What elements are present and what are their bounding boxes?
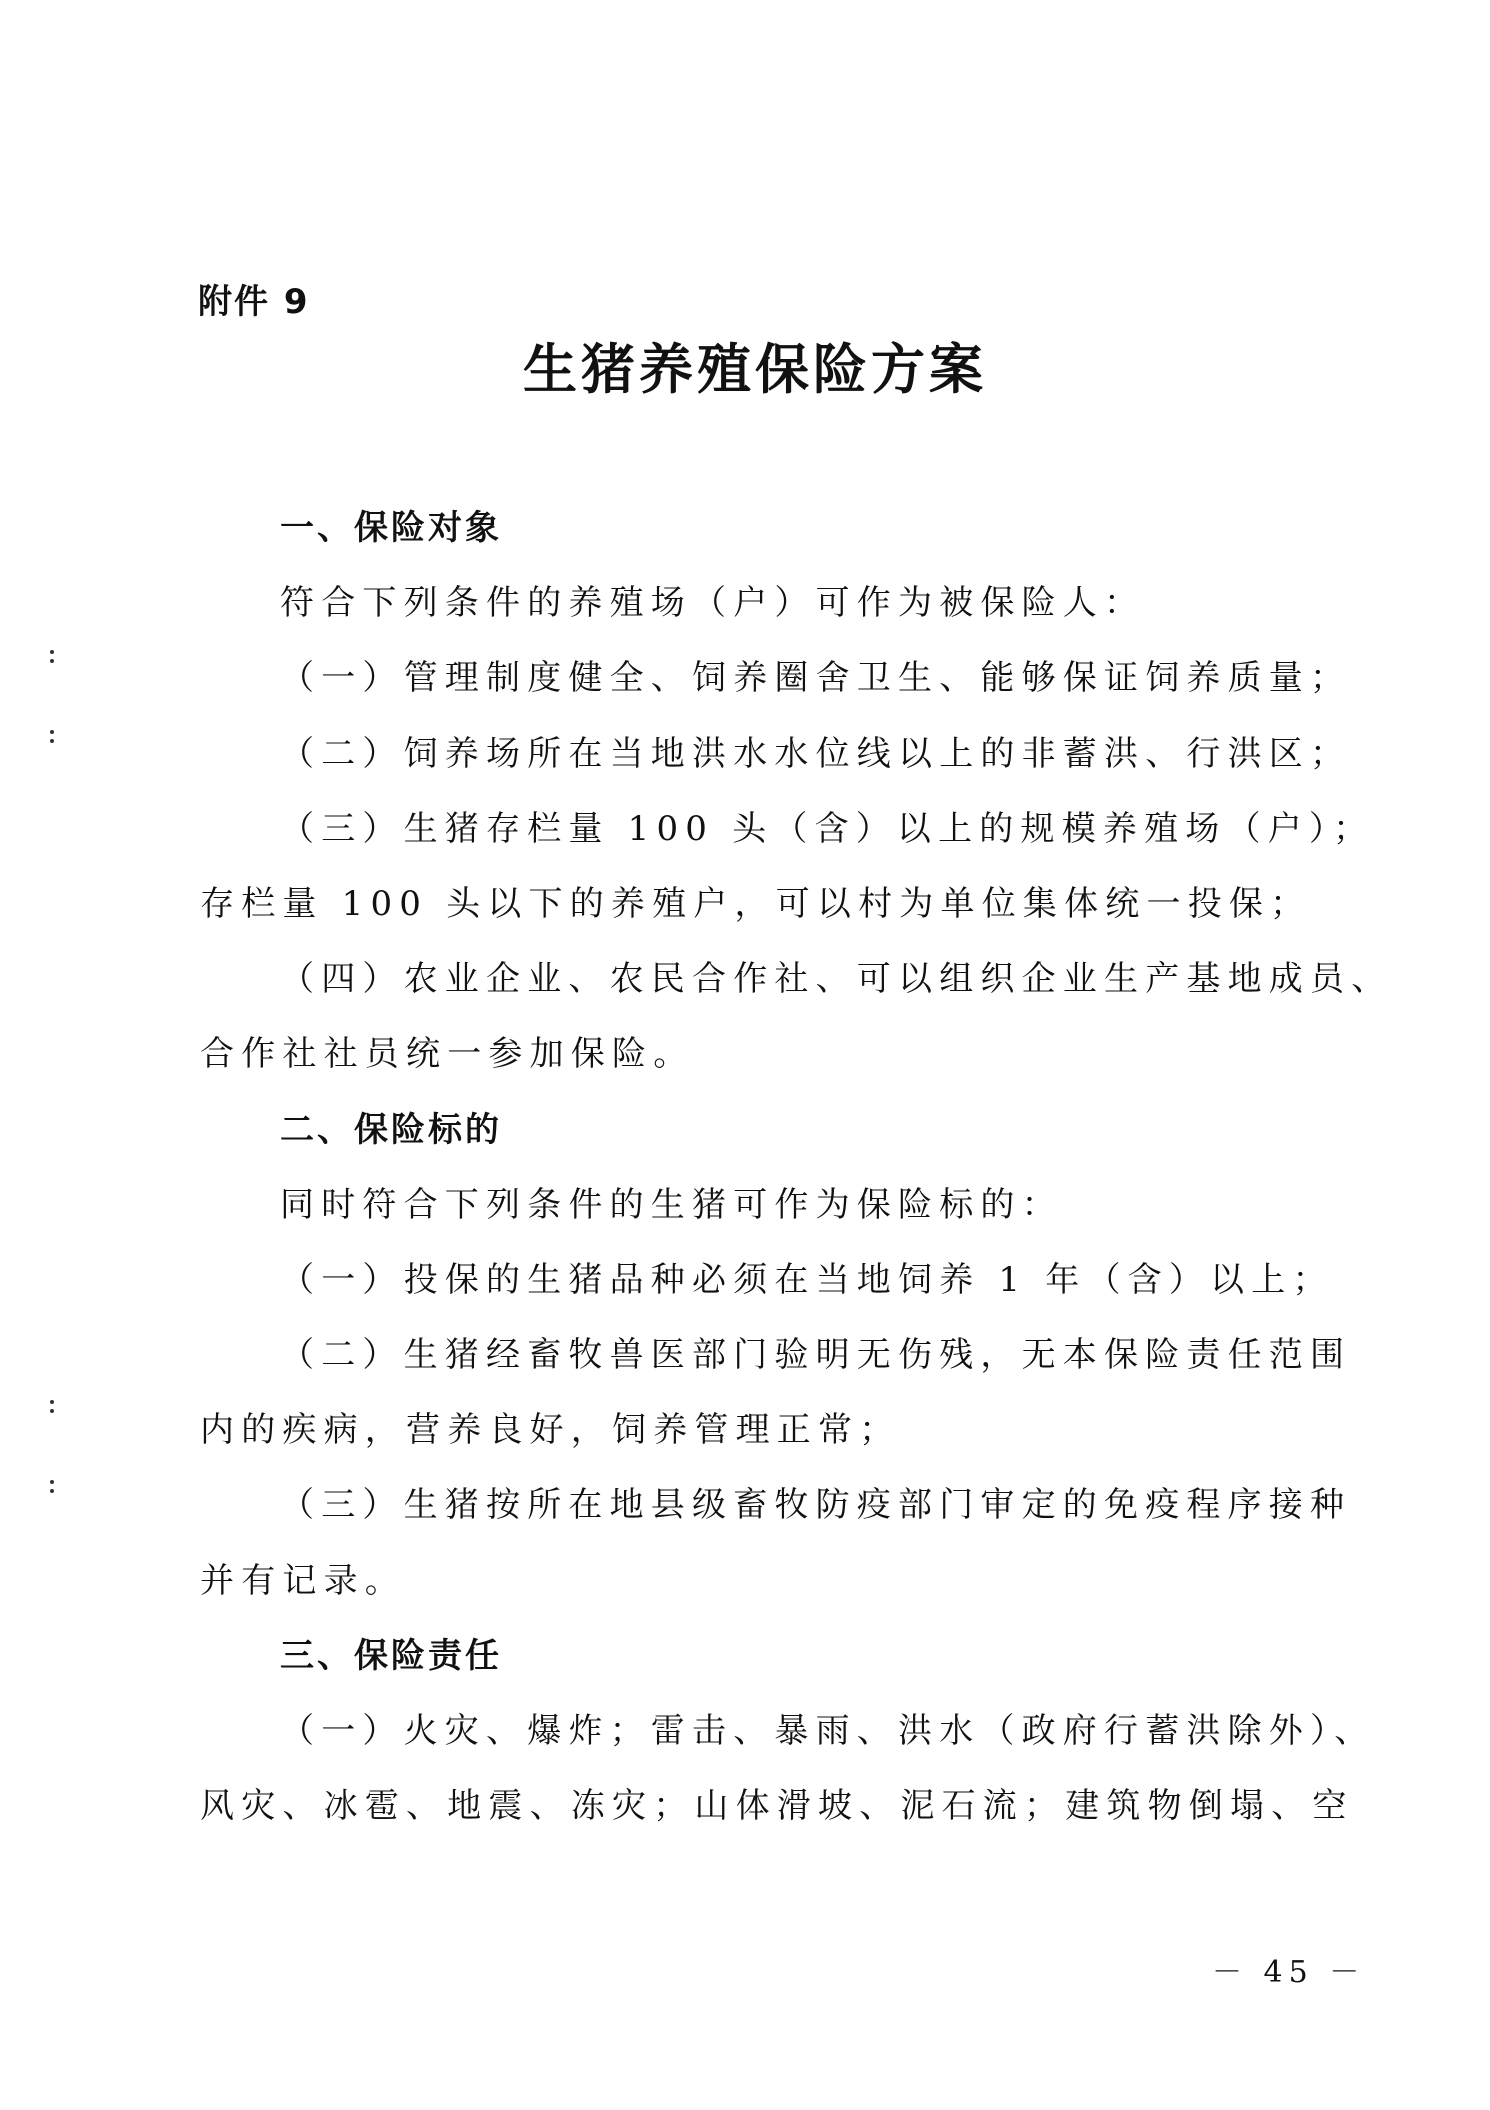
paragraph-line: 合作社社员统一参加保险。: [200, 1034, 695, 1075]
section-heading: 一、保险对象: [280, 508, 502, 548]
page-number: － 45 －: [1212, 1955, 1366, 1990]
section-heading: 二、保险标的: [280, 1109, 502, 1150]
paragraph-line: （三）生猪存栏量 100 头（含）以上的规模养殖场（户）；: [280, 808, 1375, 849]
paragraph-line: （二）饲养场所在当地洪水水位线以上的非蓄洪、行洪区；: [280, 733, 1352, 774]
margin-scan-mark: [50, 650, 56, 664]
paragraph-line: 风灾、冰雹、地震、冻灾；山体滑坡、泥石流；建筑物倒塌、空: [200, 1786, 1354, 1827]
attachment-label: 附件 9: [198, 282, 310, 322]
document-title: 生猪养殖保险方案: [523, 337, 987, 401]
paragraph-line: （三）生猪按所在地县级畜牧防疫部门审定的免疫程序接种: [280, 1485, 1352, 1526]
paragraph-line: 同时符合下列条件的生猪可作为保险标的：: [280, 1184, 1063, 1225]
margin-scan-mark: [50, 730, 56, 744]
margin-scan-mark: [50, 1480, 56, 1494]
paragraph-line: 内的疾病，营养良好，饲养管理正常；: [200, 1410, 901, 1451]
paragraph-line: （二）生猪经畜牧兽医部门验明无伤残，无本保险责任范围: [280, 1335, 1352, 1376]
paragraph-line: 并有记录。: [200, 1560, 406, 1601]
section-heading: 三、保险责任: [280, 1635, 502, 1676]
paragraph-line: 符合下列条件的养殖场（户）可作为被保险人：: [280, 583, 1146, 624]
document-body: [200, 491, 1393, 1844]
paragraph-line: （一）火灾、爆炸；雷击、暴雨、洪水（政府行蓄洪除外）、: [280, 1711, 1376, 1751]
paragraph-line: （四）农业企业、农民合作社、可以组织企业生产基地成员、: [280, 959, 1393, 1000]
paragraph-line: （一）管理制度健全、饲养圈舍卫生、能够保证饲养质量；: [280, 658, 1352, 699]
paragraph-line: （一）投保的生猪品种必须在当地饲养 1 年（含）以上；: [280, 1259, 1334, 1300]
margin-scan-mark: [50, 1400, 56, 1414]
paragraph-line: 存栏量 100 头以下的养殖户，可以村为单位集体统一投保；: [200, 883, 1312, 924]
